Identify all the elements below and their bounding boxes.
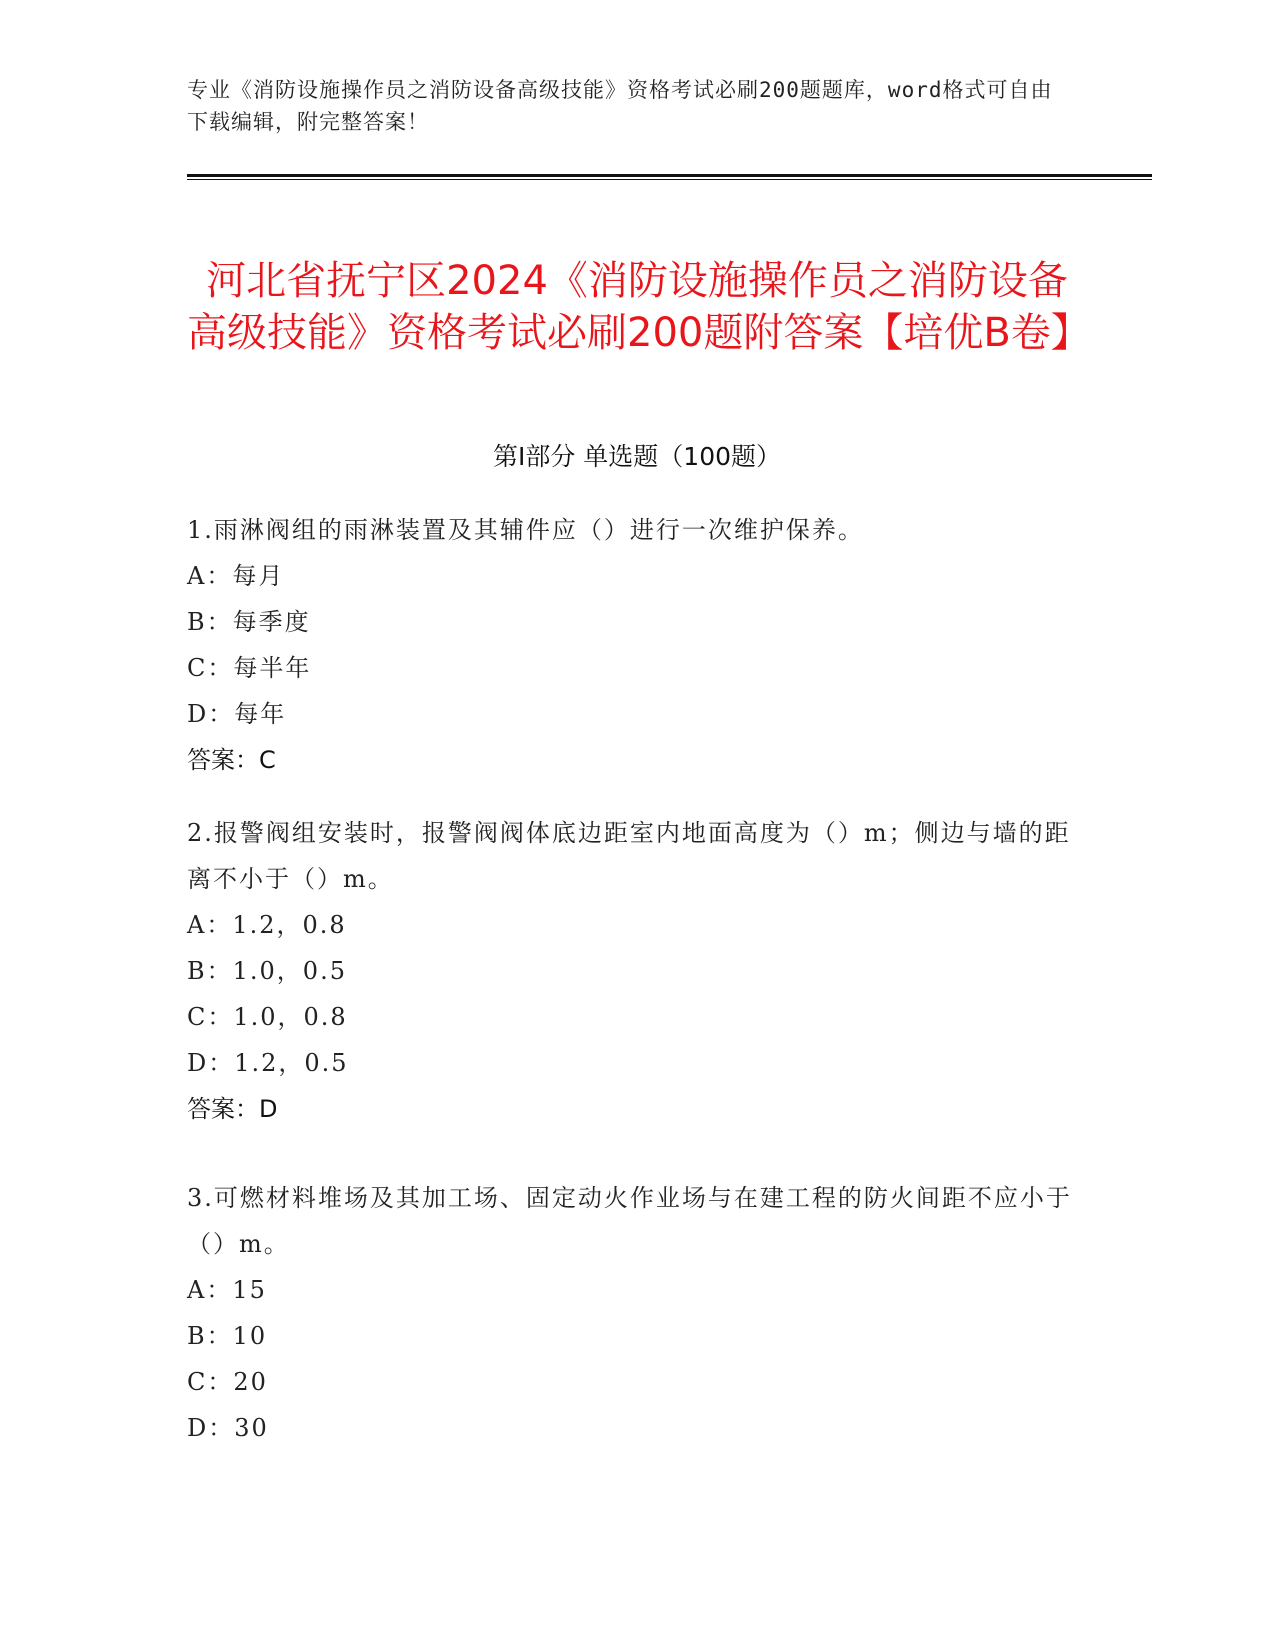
option-b: B：每季度 [187, 608, 311, 636]
option-a: A：15 [187, 1276, 267, 1304]
question-stem: 1.雨淋阀组的雨淋装置及其辅件应（）进行一次维护保养。 [187, 516, 864, 544]
option-b: B：10 [187, 1322, 268, 1350]
option-a: A：每月 [187, 562, 285, 590]
answer: 答案：C [187, 746, 276, 774]
option-d: D：1.2，0.5 [187, 1049, 349, 1077]
header-note: 专业《消防设施操作员之消防设备高级技能》资格考试必刷200题题库，word格式可自由下载编辑，附完整答案！ [187, 78, 1053, 134]
option-c: C：20 [187, 1368, 268, 1396]
option-b: B：1.0，0.5 [187, 957, 347, 985]
option-d: D：每年 [187, 700, 287, 728]
header-rule-thick [187, 174, 1152, 177]
question-3 [187, 1175, 1087, 1451]
option-c: C：1.0，0.8 [187, 1003, 348, 1031]
question-stem: 3.可燃材料堆场及其加工场、固定动火作业场与在建工程的防火间距不应小于（）m。 [187, 1184, 1072, 1258]
option-c: C：每半年 [187, 654, 312, 682]
option-d: D：30 [187, 1414, 269, 1442]
header-rule-thin [187, 179, 1152, 180]
section-title: 第I部分 单选题（100题） [492, 442, 782, 471]
document-title: 河北省抚宁区2024《消防设施操作员之消防设备高级技能》资格考试必刷200题附答案【培优B卷】 [187, 257, 1091, 356]
answer: 答案：D [187, 1095, 278, 1123]
question-2 [187, 810, 1087, 1132]
question-1 [187, 507, 1087, 783]
question-stem: 2.报警阀组安装时，报警阀阀体底边距室内地面高度为（）m；侧边与墙的距离不小于（）m。 [187, 819, 1071, 893]
option-a: A：1.2，0.8 [187, 911, 347, 939]
